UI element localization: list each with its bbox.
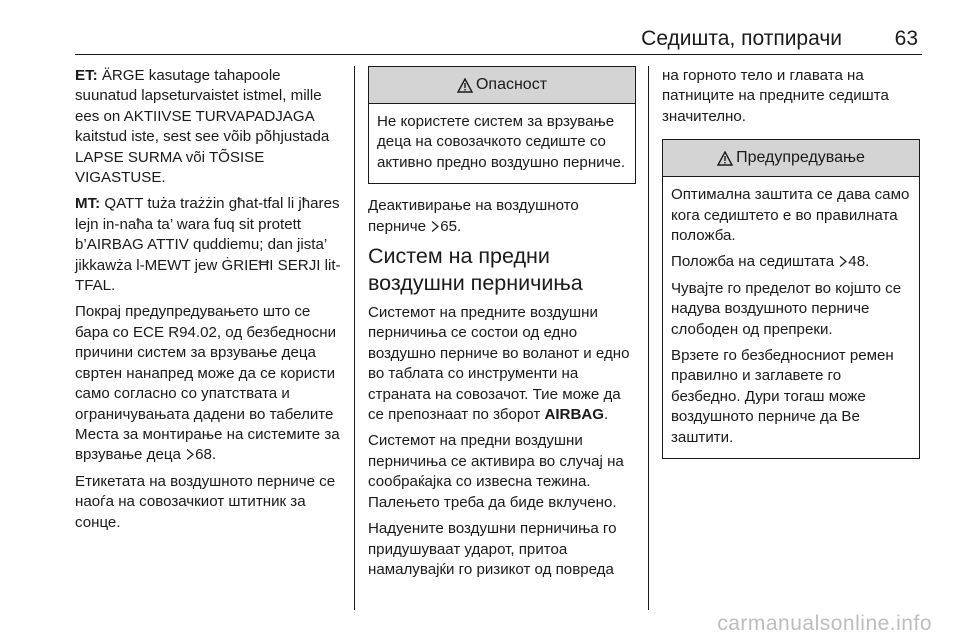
continuation-paragraph: на горното тело и главата на патниците на предните седишта значително.	[662, 67, 889, 125]
warning-triangle-icon	[457, 78, 473, 93]
airbag-word: AIRBAG	[544, 406, 604, 424]
caution-text-1: Оптимална заштита се дава само кога седиштето е во правилната положба.	[671, 186, 910, 245]
estonian-warning	[75, 66, 345, 188]
ece-paragraph	[75, 302, 345, 465]
column-divider-1	[354, 66, 355, 610]
page-number: 63	[894, 27, 918, 50]
system-text-end: .	[604, 406, 609, 424]
watermark: carmanualsonline.info	[717, 612, 932, 635]
danger-box-title: Опасност	[475, 75, 548, 93]
activation-paragraph: Системот на предни воздушни перничиња се активира во случај на сообраќајка со извесна тежина. Палењето треба да биде вклучено.	[368, 432, 624, 511]
seat-position-text: Положба на седиштата	[671, 253, 835, 271]
et-label: ET:	[75, 67, 98, 84]
label-location-paragraph: Етикетата на воздушното перниче се наоѓа на совозачкиот штитник за сонце.	[75, 472, 336, 531]
header-rule	[75, 54, 922, 55]
warning-triangle-icon	[717, 151, 733, 166]
deactivation-text: Деактивирање на воздушното перниче	[368, 197, 579, 235]
danger-box	[368, 66, 636, 184]
column-1	[75, 66, 345, 539]
deactivation-page-ref[interactable]: 65.	[440, 217, 462, 235]
ece-text: Покрај предупредувањето што се бара со ECE R94.02, од безбедносни причини систем за врзување деца свртен нанапред може да се користи само согласно со упатствата и ограничувањата дадени во табелите Места за монтирање на системите за врзување деца	[75, 303, 340, 464]
inflation-paragraph: Надуените воздушни перничиња го придушуваат ударот, притоа намалувајќи го ризикот од повреда	[368, 520, 617, 578]
seat-position-page-ref[interactable]: 48.	[848, 253, 870, 271]
system-paragraph	[368, 303, 636, 425]
page-header-title: Седишта, потпирачи	[641, 27, 842, 50]
maltese-warning	[75, 194, 345, 296]
column-2	[368, 66, 636, 586]
mt-text: QATT tuża trażżin għat-tfal li jħares lejn in-naħa ta’ wara fuq sit protett b’AIRBAG ATTIV quddiemu; dan jista’ jikkawża l-MEWT jew ĠRIEĦI SERJI lit-TFAL.	[75, 195, 341, 295]
caution-text-4: Врзете го безбедносниот ремен правилно и заглавете го безбедно. Дури тогаш може воздушното перниче да Ве заштити.	[671, 347, 894, 446]
ece-page-ref[interactable]: 68.	[195, 446, 217, 464]
deactivation-paragraph	[368, 196, 636, 237]
caution-box	[662, 139, 920, 459]
et-text: ÄRGE kasutage tahapoole suunatud lapseturvaistet istmel, mille ees on AKTIIVSE TURVAPADJAGA kaitstud iste, sest see võib põhjustada LAPSE SURMA või TÕSISE VIGASTUSE.	[75, 67, 330, 187]
column-divider-2	[648, 66, 649, 610]
danger-box-header	[369, 67, 635, 104]
caution-box-title: Предупредување	[736, 149, 865, 167]
danger-box-text: Не користете систем за врзување деца на совозачкото седиште со активно предно воздушно перниче.	[377, 113, 626, 171]
reference-arrow-icon	[839, 256, 847, 267]
system-text: Системот на предните воздушни перничиња се состои од едно воздушно перниче во воланот и едно во таблата со инструменти на страната на совозачот. Тие може да се препознаат по зборот	[368, 304, 630, 424]
caution-text-3: Чувајте го пределот во којшто се надува воздушното перниче слободен од препреки.	[671, 279, 902, 338]
caution-box-header	[663, 140, 919, 177]
caution-text-2	[671, 252, 911, 272]
section-heading: Систем на предни воздушни перничиња	[368, 244, 583, 296]
column-3	[662, 66, 920, 471]
reference-arrow-icon	[186, 449, 194, 460]
mt-label: MT:	[75, 195, 101, 213]
reference-arrow-icon	[431, 221, 439, 232]
